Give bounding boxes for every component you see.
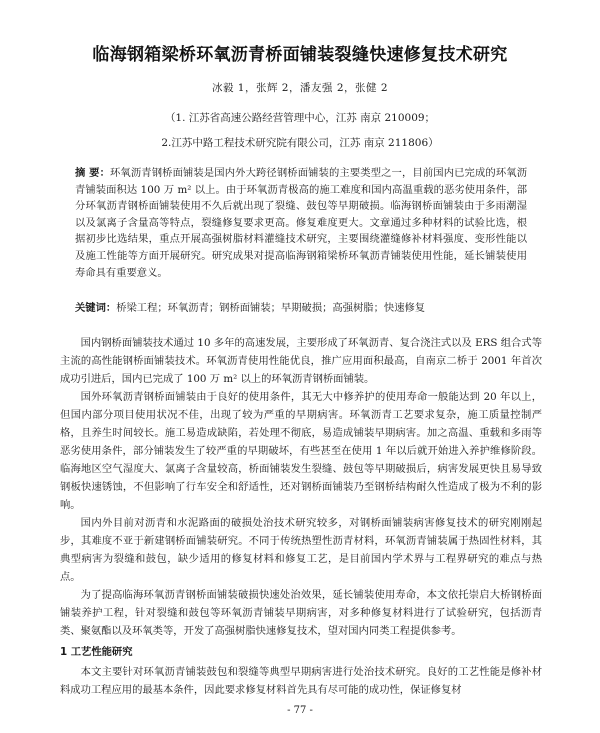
body-paragraph-2: 国外环氧沥青钢桥面铺装由于良好的使用条件，其无大中修养护的使用寿命一般能达到 20 年以上，但国内部分项目使用状况不佳，出现了较为严重的早期病害。环氧沥青工艺要求复杂，施工质量控制严格，且养生时间较长。施工易造成缺陷，若处理不彻底，易造成铺装早期病害。加之高温、重载和多雨等恶劣使用条件，部分铺装发生了较严重的早期破坏，有些甚至在使用 1 年以后就开始进入养护维修阶段。临海地区空气湿度大、氯离子含量较高，桥面铺装发生裂缝、鼓包等早期破损后，病害发展更快且易导致钢板快速锈蚀，不但影响了行车安全和舒适性，还对钢桥面铺装乃至钢桥结构耐久性造成了极为不利的影响。 <box>60 391 542 511</box>
body-paragraph-4: 为了提高临海环氧沥青钢桥面铺装破损快速处治效果，延长铺装使用寿命，本文依托崇启大桥钢桥面铺装养护工程，针对裂缝和鼓包等环氧沥青铺装早期病害，对多种修复材料进行了试验研究，包括沥青类、聚氨酯以及环氧类等，开发了高强树脂快速修复技术，望对国内同类工程提供参考。 <box>60 589 542 637</box>
keywords <box>75 300 527 316</box>
abstract-text: 环氧沥青钢桥面铺装是国内外大跨径钢桥面铺装的主要类型之一，目前国内已完成的环氧沥青铺装面积达 100 万 m² 以上。由于环氧沥青极高的施工难度和国内高温重载的恶劣使用条件，部分环氧沥青钢桥面铺装使用不久后就出现了裂缝、鼓包等早期破损。临海钢桥面铺装由于多雨潮湿以及氯离子含量高等特点，裂缝修复要求更高。修复难度更大。文章通过多种材料的试验比选，根据初步比选结果，重点开展高强树脂材料灌缝技术研究，主要围绕灌缝修补材料强度、变形性能以及施工性能等方面开展研究。研究成果对提高临海钢箱梁桥环氧沥青铺装使用性能，延长铺装使用寿命具有重要意义。 <box>75 167 527 279</box>
body-paragraph-1: 国内钢桥面铺装技术通过 10 多年的高速发展，主要形成了环氧沥青、复合浇注式以及 ERS 组合式等主流的高性能钢桥面铺装技术。环氧沥青使用性能优良，推广应用面积最高，自南京二桥于 2001 年首次成功引进后，国内已完成了 100 万 m² 以上的环氧沥青钢桥面铺装。 <box>60 337 542 385</box>
abstract-label: 摘 要： <box>75 167 110 179</box>
abstract <box>75 165 527 281</box>
body-text <box>60 334 542 699</box>
section-paragraph: 本文主要针对环氧沥青铺装鼓包和裂缝等典型早期病害进行处治技术研究。良好的工艺性能是修补材料成功工程应用的最基本条件，因此要求修复材料首先具有尽可能的成功性，保证修复材 <box>60 666 542 696</box>
section-heading: 1 工艺性能研究 <box>60 646 133 658</box>
paper-title: 临海钢箱梁桥环氧沥青桥面铺装裂缝快速修复技术研究 <box>92 45 508 65</box>
keywords-label: 关键词： <box>75 302 117 314</box>
author-list: 冰毅 1，张辉 2，潘友强 2，张健 2 <box>211 82 389 94</box>
page-number: - 77 - <box>287 705 313 716</box>
affiliation-2: 2.江苏中路工程技术研究院有限公司，江苏 南京 211806） <box>161 137 439 149</box>
keywords-text: 桥梁工程；环氧沥青；钢桥面铺装；早期破损；高强树脂；快速修复 <box>116 302 426 314</box>
affiliation-1: （1. 江苏省高速公路经营管理中心，江苏 南京 210009； <box>164 112 436 124</box>
body-paragraph-3: 国内外目前对沥青和水泥路面的破损处治技术研究较多，对钢桥面铺装病害修复技术的研究刚刚起步，其难度不亚于新建钢桥面铺装研究。不同于传统热塑性沥青材料，环氧沥青铺装属于热固性材料，其典型病害为裂缝和鼓包，缺少适用的修复材料和修复工艺，是目前国内学术界与工程界研究的难点与热点。 <box>60 517 542 583</box>
